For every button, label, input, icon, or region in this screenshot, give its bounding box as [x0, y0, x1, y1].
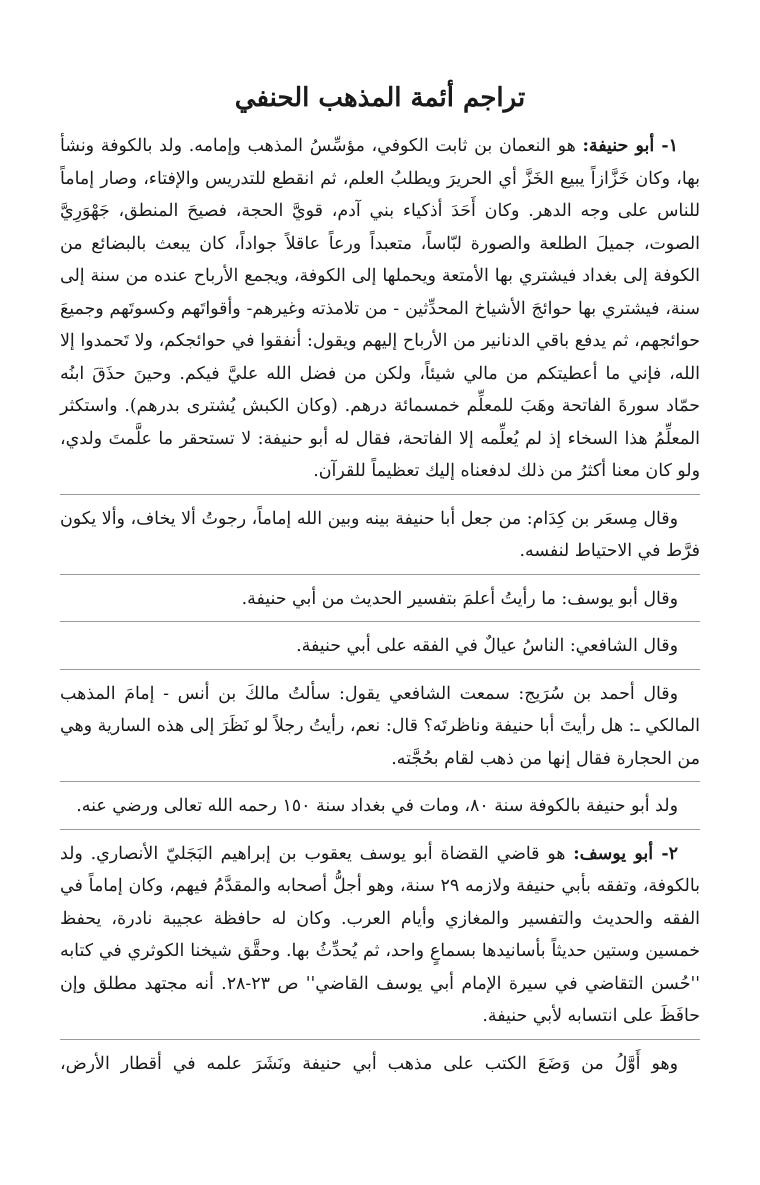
- abu-yusuf-intro-text: هو قاضي القضاة أبو يوسف يعقوب بن إبراهيم البَجَليّ الأنصاري. ولد بالكوفة، وتفقه بأبي حنيفة ولازمه ٢٩ سنة، وهو أجلُّ أصحابه والمقدَّمُ فيهم، وكان إماماً في الفقه والحديث والتفسير والمغازي وأيام العرب. وكان له حافظة عجيبة نادرة، يحفظ خمسين وستين حديثاً بأسانيدها بسماعٍ واحد، ثم يُحدِّثُ بها. وحقَّق شيخنا الكوثري في كتابه ''حُسن التقاضي في سيرة الإمام أبي يوسف القاضي'' ص ٢٣-٢٨. أنه مجتهد مطلق وإن حافَظَ على انتسابه لأبي حنيفة.: [60, 843, 701, 1026]
- abu-hanifa-heading: ١- أبو حنيفة:: [582, 136, 678, 156]
- abu-hanifa-intro-paragraph: [60, 130, 700, 488]
- divider: [60, 1039, 700, 1040]
- abu-hanifa-birth-death-paragraph: ولد أبو حنيفة بالكوفة سنة ٨٠، ومات في بغداد سنة ١٥٠ رحمه الله تعالى ورضي عنه.: [76, 796, 678, 816]
- divider: [60, 781, 700, 782]
- abu-yusuf-books-paragraph: وهو أَوَّلُ من وَضَعَ الكتب على مذهب أبي حنيفة ونَشَرَ علمه في أقطار الأرض،: [60, 1053, 678, 1074]
- shafii-quote-paragraph: وقال الشافعي: الناسُ عيالٌ في الفقه على أبي حنيفة.: [296, 636, 678, 656]
- abu-hanifa-intro-text: هو النعمان بن ثابت الكوفي، مؤسِّسُ المذهب وإمامه. ولد بالكوفة ونشأ بها، وكان خَزَّازاً يبيع الخَزَّ أي الحريرَ ويطلبُ العلم، ثم انقطع للتدريس والإفتاء، وصار إماماً للناس على وجه الدهر. وكان أَحَدَ أذكياء بني آدم، قويَّ الحجة، فصيحَ المنطق، جَهْوَرِيَّ الصوت، جميلَ الطلعة والصورة لبّاساً، متعبداً ورعاً عاقلاً جواداً، كان يبعث بالبضائع من الكوفة إلى بغداد فيشتري بها الأمتعة ويحملها إلى الكوفة، ويجمع الأرباح عنده من سنة إلى سنة، فيشتري بها حوائجَ الأشياخ المحدِّثين - من تلامذته وغيرهم- وأقواتَهم وكسوتَهم وجميعَ حوائجهم، ثم يدفع باقي الدنانير من الأرباح إليهم ويقول: أنفقوا في حوائجكم، ولا تَحمدوا إلا الله، فإني ما أعطيتكم من مالي شيئاً، ولكن من فضل الله عليَّ فيكم. وحينَ حذَقَ ابنُه حمّاد سورةَ الفاتحة وهَبَ للمعلِّم خمسمائة درهم. (وكان الكبش يُشترى بدرهم). واستكثر المعلِّمُ هذا السخاء إذ لم يُعلِّمه إلا الفاتحة، فقال له أبو حنيفة: لا تستحقر ما علَّمتَ ولدي، ولو كان معنا أكثرُ من ذلك لدفعناه إليك تعظيماً للقرآن.: [60, 136, 700, 481]
- abu-yusuf-heading: ٢- أبو يوسف:: [573, 843, 678, 864]
- page-content: [60, 78, 700, 1080]
- misar-quote-paragraph: وقال مِسعَر بن كِدَام: من جعل أبا حنيفة بينه وبين الله إماماً، رجوتُ ألا يخاف، وألا يكون فرَّط في الاحتياط لنفسه.: [60, 508, 700, 561]
- divider: [60, 574, 700, 575]
- divider: [60, 829, 700, 830]
- abu-yusuf-intro-paragraph: [60, 838, 700, 1033]
- ahmad-ibn-surayj-paragraph: وقال أحمد بن سُرَيج: سمعت الشافعي يقول: سألتُ مالكَ بن أنس - إمامَ المذهب المالكي ـ: هل رأيتَ أبا حنيفة وناظرتَه؟ قال: نعم، رأيتُ رجلاً لو نَظَرَ إلى هذه السارية وهي من الحجارة فقال إنها من ذهب لقام بحُجَّته.: [60, 683, 700, 769]
- abu-yusuf-quote-paragraph: وقال أبو يوسف: ما رأيتُ أعلمَ بتفسير الحديث من أبي حنيفة.: [241, 588, 678, 609]
- page-title: تراجم أئمة المذهب الحنفي: [234, 83, 526, 113]
- divider: [60, 621, 700, 622]
- divider: [60, 494, 700, 495]
- divider: [60, 669, 700, 670]
